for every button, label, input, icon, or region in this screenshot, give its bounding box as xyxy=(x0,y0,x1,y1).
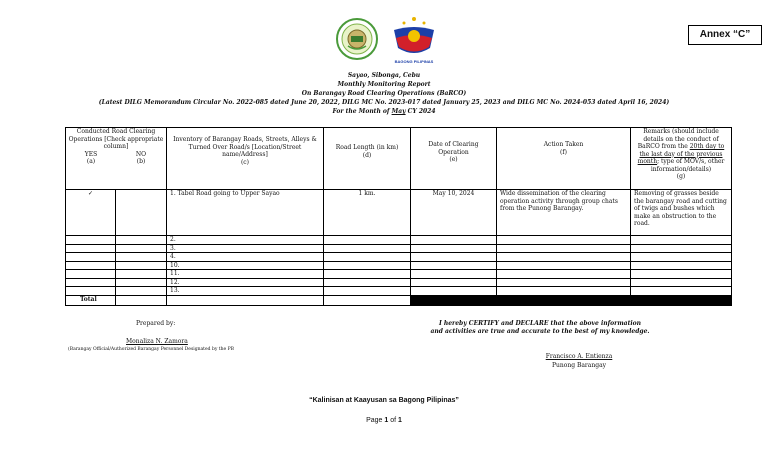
page-total: 1 xyxy=(398,417,402,424)
row1-remarks: Removing of grasses beside the barangay road and cutting of twigs and bushes which make an obstruction to the road. xyxy=(631,190,732,236)
yes-code: (a) xyxy=(86,158,96,165)
month-value: May xyxy=(391,108,406,115)
page-word: Page xyxy=(366,417,385,424)
inventory-label: Inventory of Barangay Roads, Streets, Alleys & Turned Over Road/s [Location/Street name/Address] xyxy=(173,136,317,158)
header-subtitle: On Barangay Road Clearing Operations (BaRCO) xyxy=(301,90,467,97)
row-number: 13. xyxy=(167,287,324,296)
row-number: 10. xyxy=(167,261,324,270)
row-number: 2. xyxy=(167,236,324,245)
certifier-name: Francisco A. Entienza xyxy=(545,353,613,360)
table-row xyxy=(66,287,732,296)
row-number: 11. xyxy=(167,270,324,279)
action-label: Action Taken xyxy=(543,141,584,148)
table-row xyxy=(66,244,732,253)
table-row xyxy=(66,236,732,245)
header-date xyxy=(411,128,497,190)
month-suffix: CY 2024 xyxy=(405,108,436,115)
footer-slogan: “Kalinisan at Kaayusan sa Bagong Pilipinas” xyxy=(309,397,459,404)
remarks-text-underlined: 20th day to the last day of the previous month xyxy=(637,143,725,165)
page-of: of xyxy=(388,417,399,424)
table-row xyxy=(66,190,732,236)
total-blackout xyxy=(497,295,631,305)
bagong-pilipinas-logo-icon xyxy=(390,14,438,60)
table-row xyxy=(66,278,732,287)
header-reference: (Latest DILG Memorandum Circular No. 2022-085 dated June 20, 2022, DILG MC No. 2023-017 dated January 25, 2023 and DILG MC No. 2024-053 dated April 16, 2024) xyxy=(98,99,670,106)
remarks-code: (g) xyxy=(676,173,686,180)
row1-action: Wide dissemination of the clearing operation activity through group chats from the Punong Barangay. xyxy=(497,190,631,236)
date-label: Date of Clearing Operation xyxy=(428,141,479,156)
total-no xyxy=(116,295,167,305)
table-row xyxy=(66,270,732,279)
certifier-title: Punong Barangay xyxy=(551,362,607,369)
month-prefix: For the Month of xyxy=(332,108,392,115)
header-remarks xyxy=(631,128,732,190)
row-number: 3. xyxy=(167,244,324,253)
header-inventory xyxy=(167,128,324,190)
date-code: (e) xyxy=(449,156,458,163)
header-conducted-operations xyxy=(66,128,167,190)
row-number: 4. xyxy=(167,253,324,262)
row1-road: 1. Tabel Road going to Upper Sayao xyxy=(167,190,324,236)
page-number xyxy=(0,417,768,424)
table-row xyxy=(66,261,732,270)
no-code: (b) xyxy=(136,158,146,165)
preparer-name: Monaliza N. Zamora xyxy=(126,338,188,345)
total-blackout xyxy=(411,295,497,305)
road-length-code: (d) xyxy=(362,151,372,159)
annex-label: Annex “C” xyxy=(688,25,762,45)
certify-line-2: and activities are true and accurate to the best of my knowledge. xyxy=(430,328,650,335)
row1-date: May 10, 2024 xyxy=(411,190,497,236)
logo-caption: BAGONG PILIPINAS xyxy=(394,59,434,64)
table-row xyxy=(66,253,732,262)
total-blackout xyxy=(631,295,732,305)
header-yes xyxy=(66,151,116,166)
header-conducted-group: Conducted Road Clearing Operations [Check appropriate column] xyxy=(68,128,164,150)
total-road xyxy=(167,295,324,305)
header-title: Monthly Monitoring Report xyxy=(337,81,431,88)
header-action xyxy=(497,128,631,190)
preparer-title: (Barangay Official/Authorized Barangay Personnel Designated by the PB xyxy=(68,347,234,352)
header-month xyxy=(0,108,768,116)
yes-label: YES xyxy=(84,150,98,158)
total-label: Total xyxy=(66,295,116,305)
no-label: NO xyxy=(135,150,147,158)
barangay-seal-icon xyxy=(336,18,378,60)
total-row xyxy=(66,295,732,305)
header-road-length xyxy=(324,128,411,190)
road-length-label: Road Length (in km) xyxy=(335,144,399,151)
prepared-by-label: Prepared by: xyxy=(136,320,176,327)
action-code: (f) xyxy=(560,148,567,156)
inventory-code: (c) xyxy=(240,158,250,166)
total-length xyxy=(324,295,411,305)
header-location: Sayao, Sibonga, Cebu xyxy=(347,72,421,79)
row1-length: 1 km. xyxy=(324,190,411,236)
row1-yes: ✓ xyxy=(66,190,116,236)
barco-report-table xyxy=(65,127,732,306)
row-number: 12. xyxy=(167,278,324,287)
certify-line-1: I hereby CERTIFY and DECLARE that the above information xyxy=(438,320,641,327)
header-no xyxy=(116,151,166,166)
page-num: 1 xyxy=(384,417,389,424)
remarks-text-1: Remarks (should include details on the conduct of BaRCO from the xyxy=(637,128,719,150)
remarks-text-2: ; type of MOV/s, other information/details) xyxy=(650,158,725,173)
row1-no xyxy=(116,190,167,236)
